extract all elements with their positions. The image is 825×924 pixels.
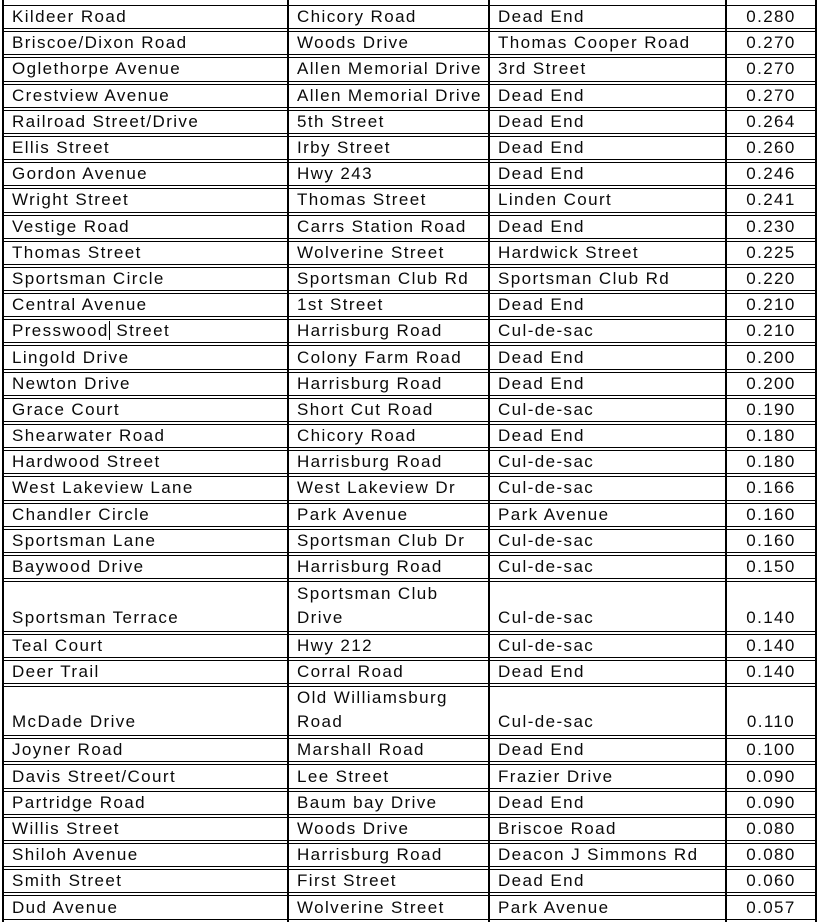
table-row (2, 136, 817, 160)
cell-to-street[interactable]: Hardwick Street (498, 242, 639, 262)
table-row (2, 424, 817, 448)
from-street-text: Carrs Station Road (297, 216, 467, 236)
cell-to-street[interactable]: Dead End (498, 216, 585, 236)
cell-to-street[interactable]: Dead End (498, 295, 585, 315)
table-row (2, 188, 817, 212)
from-street-text: Short Cut Road (297, 399, 434, 419)
table-row (2, 503, 817, 527)
from-street-text: Harrisburg Road (297, 452, 443, 472)
cell-mileage[interactable]: 0.160 (746, 530, 796, 550)
cell-road-name[interactable]: McDade Drive (12, 712, 137, 732)
from-street-text: 1st Street (297, 295, 384, 315)
cell-to-street[interactable]: Cul-de-sac (498, 635, 595, 655)
cell-from-street[interactable] (287, 294, 488, 316)
from-street-text: Wolverine Street (297, 242, 445, 262)
table-row (2, 215, 817, 239)
from-street-text: West Lakeview Dr (297, 478, 457, 498)
table-row (2, 372, 817, 396)
cell-mileage[interactable]: 0.160 (746, 504, 796, 524)
cell-road-name[interactable]: Chandler Circle (12, 504, 151, 524)
cell-from-street[interactable] (287, 320, 488, 342)
cell-from-street[interactable] (287, 687, 488, 735)
from-street-text: Woods Drive (297, 818, 410, 838)
table-row (2, 162, 817, 186)
cell-road-name[interactable]: Partridge Road (12, 792, 146, 812)
table-row (2, 110, 817, 134)
table-row (2, 267, 817, 291)
cell-to-street[interactable]: Sportsman Club Rd (498, 268, 671, 288)
cell-road-name[interactable]: Newton Drive (12, 373, 131, 393)
cell-to-street[interactable]: Deacon J Simmons Rd (498, 845, 699, 865)
from-street-text: Hwy 243 (297, 164, 373, 184)
cell-mileage[interactable]: 0.246 (746, 164, 796, 184)
table-row (2, 5, 817, 29)
cell-mileage[interactable]: 0.270 (746, 85, 796, 105)
cell-road-name[interactable]: Sportsman Lane (12, 530, 157, 550)
cell-to-street[interactable]: Cul-de-sac (498, 399, 595, 419)
from-street-text: Chicory Road (297, 7, 417, 27)
table-row (2, 293, 817, 317)
cell-mileage[interactable]: 0.060 (746, 871, 796, 891)
cell-to-street[interactable]: Dead End (498, 792, 585, 812)
from-street-text: Old Williamsburg Road (297, 688, 448, 732)
from-street-text: Irby Street (297, 138, 391, 158)
cell-mileage[interactable]: 0.220 (746, 268, 796, 288)
cell-to-street[interactable]: Dead End (498, 7, 585, 27)
cell-to-street[interactable]: Dead End (498, 373, 585, 393)
cell-to-street[interactable]: Cul-de-sac (498, 530, 595, 550)
from-street-text: Marshall Road (297, 740, 425, 760)
cell-mileage[interactable]: 0.270 (746, 59, 796, 79)
cell-road-name[interactable]: Sportsman Circle (12, 268, 165, 288)
cell-from-street[interactable] (287, 530, 488, 552)
from-street-text: Harrisburg Road (297, 557, 443, 577)
cell-road-name[interactable]: Railroad Street/Drive (12, 111, 200, 131)
cell-to-street[interactable]: Dead End (498, 740, 585, 760)
cell-road-name[interactable]: Hardwood Street (12, 452, 161, 472)
cell-road-name[interactable]: Teal Court (12, 635, 104, 655)
cell-road-name[interactable]: Deer Trail (12, 661, 100, 681)
cell-to-street[interactable]: Park Avenue (498, 504, 610, 524)
cell-to-street[interactable]: Briscoe Road (498, 818, 617, 838)
cell-to-street[interactable]: Dead End (498, 661, 585, 681)
from-street-text: Corral Road (297, 661, 405, 681)
cell-from-street[interactable] (287, 504, 488, 526)
cell-mileage[interactable]: 0.200 (746, 347, 796, 367)
from-street-text: Colony Farm Road (297, 347, 463, 367)
cell-mileage[interactable]: 0.210 (746, 295, 796, 315)
cell-to-street[interactable]: Dead End (498, 347, 585, 367)
table-row (2, 817, 817, 841)
table-row (2, 634, 817, 658)
cell-from-street[interactable] (287, 582, 488, 630)
cell-mileage[interactable]: 0.166 (746, 478, 796, 498)
cell-to-street[interactable]: Park Avenue (498, 897, 610, 917)
cell-road-name[interactable]: Crestview Avenue (12, 85, 171, 105)
from-street-text: Chicory Road (297, 426, 417, 446)
cell-from-street[interactable] (287, 635, 488, 657)
from-street-text: Allen Memorial Drive (297, 59, 482, 79)
from-street-text: Harrisburg Road (297, 321, 443, 341)
cell-road-name[interactable]: Wright Street (12, 190, 130, 210)
cell-from-street[interactable] (287, 661, 488, 683)
cell-from-street[interactable] (287, 792, 488, 814)
from-street-text: Baum bay Drive (297, 792, 438, 812)
cell-mileage[interactable]: 0.090 (746, 766, 796, 786)
from-street-text: Harrisburg Road (297, 845, 443, 865)
cell-mileage[interactable]: 0.210 (746, 321, 796, 341)
from-street-text: Sportsman Club Dr (297, 530, 466, 550)
table-rows (2, 5, 817, 922)
cell-mileage[interactable]: 0.225 (746, 242, 796, 262)
cell-road-name[interactable]: Joyner Road (12, 740, 124, 760)
cell-road-name[interactable]: Oglethorpe Avenue (12, 59, 182, 79)
cell-to-street[interactable]: Dead End (498, 85, 585, 105)
cell-from-street[interactable] (287, 163, 488, 185)
cell-mileage[interactable]: 0.057 (746, 897, 796, 917)
table-row (2, 345, 817, 369)
cell-from-street[interactable] (287, 6, 488, 28)
from-street-text: Allen Memorial Drive (297, 85, 482, 105)
cell-to-street[interactable]: Cul-de-sac (498, 478, 595, 498)
cell-to-street[interactable]: Cul-de-sac (498, 452, 595, 472)
road-name-text: Street (110, 321, 171, 341)
cell-from-street[interactable] (287, 556, 488, 578)
cell-mileage[interactable]: 0.100 (746, 740, 796, 760)
cell-road-name[interactable]: Vestige Road (12, 216, 130, 236)
cell-mileage[interactable]: 0.264 (746, 111, 796, 131)
cell-to-street[interactable]: Cul-de-sac (498, 321, 595, 341)
cell-from-street[interactable] (287, 111, 488, 133)
table-row (2, 738, 817, 762)
cell-from-street[interactable] (287, 477, 488, 499)
table-row (2, 895, 817, 919)
cell-road-name[interactable]: Sportsman Terrace (12, 607, 180, 627)
cell-mileage[interactable]: 0.180 (746, 452, 796, 472)
cell-road-name[interactable]: Kildeer Road (12, 7, 128, 27)
cell-to-street[interactable]: Dead End (498, 426, 585, 446)
cell-to-street[interactable]: 3rd Street (498, 59, 587, 79)
cell-mileage[interactable]: 0.140 (746, 635, 796, 655)
cell-road-name[interactable] (2, 320, 287, 342)
from-street-text: Sportsman Club Rd (297, 268, 470, 288)
table-row (2, 764, 817, 788)
table-row (2, 660, 817, 684)
cell-mileage[interactable]: 0.270 (746, 33, 796, 53)
from-street-text: Sportsman Club Drive (297, 583, 439, 627)
from-street-text: First Street (297, 871, 397, 891)
cell-from-street[interactable] (287, 451, 488, 473)
cell-to-street[interactable]: Dead End (498, 111, 585, 131)
cell-to-street[interactable]: Frazier Drive (498, 766, 614, 786)
cell-to-street[interactable]: Dead End (498, 871, 585, 891)
cell-road-name[interactable]: Briscoe/Dixon Road (12, 33, 188, 53)
cell-from-street[interactable] (287, 137, 488, 159)
cell-mileage[interactable]: 0.230 (746, 216, 796, 236)
cell-mileage[interactable]: 0.110 (746, 712, 796, 732)
cell-road-name[interactable]: Central Avenue (12, 295, 148, 315)
cell-from-street[interactable] (287, 373, 488, 395)
cell-from-street[interactable] (287, 818, 488, 840)
from-street-text: Hwy 212 (297, 635, 373, 655)
road-segment-table (2, 0, 817, 922)
table-row (2, 398, 817, 422)
table-row (2, 581, 817, 631)
cell-to-street[interactable]: Dead End (498, 164, 585, 184)
from-street-text: Thomas Street (297, 190, 427, 210)
cell-from-street[interactable] (287, 870, 488, 892)
cell-from-street[interactable] (287, 268, 488, 290)
cell-road-name[interactable]: Willis Street (12, 818, 120, 838)
from-street-text: Lee Street (297, 766, 390, 786)
cell-mileage[interactable]: 0.200 (746, 373, 796, 393)
road-name-text: Presswood (12, 321, 109, 341)
table-row (2, 555, 817, 579)
cell-road-name[interactable]: Thomas Street (12, 242, 142, 262)
cell-to-street[interactable]: Cul-de-sac (498, 557, 595, 577)
cell-mileage[interactable]: 0.140 (746, 607, 796, 627)
cell-mileage[interactable]: 0.280 (746, 7, 796, 27)
cell-mileage[interactable]: 0.260 (746, 138, 796, 158)
cell-from-street[interactable] (287, 739, 488, 761)
cell-from-street[interactable] (287, 896, 488, 918)
cell-from-street[interactable] (287, 85, 488, 107)
cell-road-name[interactable]: Shearwater Road (12, 426, 166, 446)
table-row (2, 57, 817, 81)
cell-road-name[interactable]: Shiloh Avenue (12, 845, 139, 865)
cell-road-name[interactable]: Grace Court (12, 399, 120, 419)
cell-road-name[interactable]: Baywood Drive (12, 557, 145, 577)
table-row (2, 843, 817, 867)
cell-to-street[interactable]: Cul-de-sac (498, 607, 595, 627)
from-street-text: 5th Street (297, 111, 385, 131)
cell-mileage[interactable]: 0.190 (746, 399, 796, 419)
from-street-text: Woods Drive (297, 33, 410, 53)
cell-from-street[interactable] (287, 32, 488, 54)
cell-from-street[interactable] (287, 425, 488, 447)
from-street-text: Harrisburg Road (297, 373, 443, 393)
cell-road-name[interactable]: Davis Street/Court (12, 766, 177, 786)
cell-road-name[interactable]: West Lakeview Lane (12, 478, 194, 498)
from-street-text: Park Avenue (297, 504, 409, 524)
cell-road-name[interactable]: Gordon Avenue (12, 164, 149, 184)
from-street-text: Wolverine Street (297, 897, 445, 917)
cell-to-street[interactable]: Cul-de-sac (498, 712, 595, 732)
cell-mileage[interactable]: 0.180 (746, 426, 796, 446)
table-row (2, 476, 817, 500)
cell-from-street[interactable] (287, 765, 488, 787)
table-row (2, 319, 817, 343)
table-row (2, 84, 817, 108)
cell-to-street[interactable]: Thomas Cooper Road (498, 33, 691, 53)
table-row (2, 241, 817, 265)
cell-road-name[interactable]: Ellis Street (12, 138, 111, 158)
cell-mileage[interactable]: 0.150 (746, 557, 796, 577)
cell-from-street[interactable] (287, 242, 488, 264)
table-row (2, 450, 817, 474)
cell-from-street[interactable] (287, 844, 488, 866)
cell-mileage[interactable]: 0.090 (746, 792, 796, 812)
table-row (2, 791, 817, 815)
cell-from-street[interactable] (287, 399, 488, 421)
cell-road-name[interactable]: Dud Avenue (12, 897, 119, 917)
cell-mileage[interactable]: 0.080 (746, 845, 796, 865)
cell-to-street[interactable]: Dead End (498, 138, 585, 158)
cell-mileage[interactable]: 0.241 (746, 190, 796, 210)
cell-road-name[interactable]: Lingold Drive (12, 347, 130, 367)
cell-from-street[interactable] (287, 346, 488, 368)
table-row (2, 31, 817, 55)
cell-road-name[interactable]: Smith Street (12, 871, 123, 891)
table-row (2, 869, 817, 893)
table-row (2, 529, 817, 553)
cell-from-street[interactable] (287, 216, 488, 238)
cell-mileage[interactable]: 0.140 (746, 661, 796, 681)
cell-from-street[interactable] (287, 58, 488, 80)
table-row (2, 686, 817, 736)
cell-from-street[interactable] (287, 189, 488, 211)
cell-mileage[interactable]: 0.080 (746, 818, 796, 838)
cell-to-street[interactable]: Linden Court (498, 190, 613, 210)
